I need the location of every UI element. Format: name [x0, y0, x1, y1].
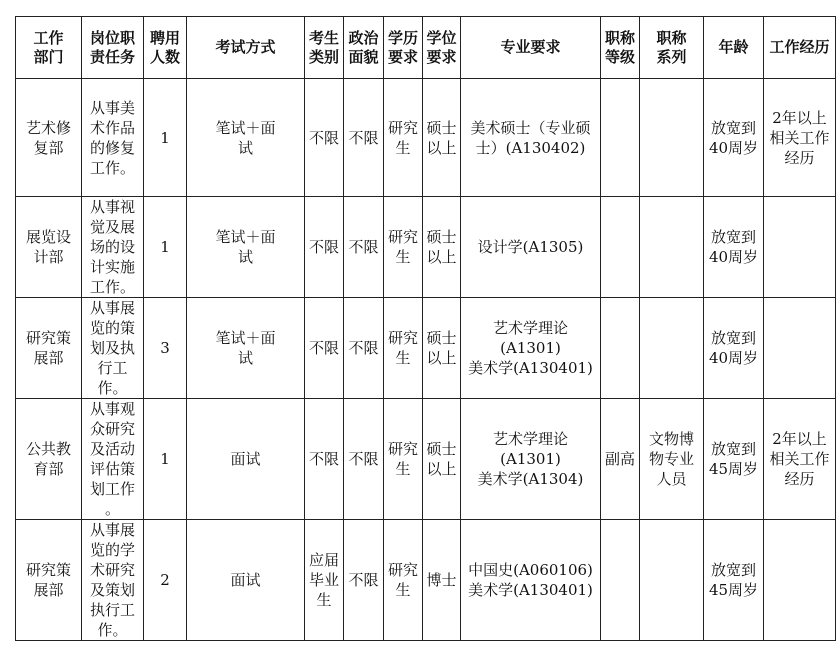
major-cell-line: 士）(A130402): [475, 138, 586, 157]
experience-cell: [764, 197, 836, 298]
duty-cell: [82, 79, 144, 197]
age-cell: [704, 298, 764, 399]
exam-cell: [187, 197, 305, 298]
candidate-cell: [305, 520, 344, 641]
duty-cell-line: 众研究: [89, 420, 135, 438]
title-series-cell: [640, 79, 704, 197]
experience-cell: [764, 298, 836, 399]
count-cell: 1: [144, 197, 187, 298]
dept-cell: [16, 79, 82, 197]
duty-cell-line: 计实施: [89, 258, 135, 276]
candidate-cell-line: 不限: [308, 128, 339, 147]
header-education-line: 学历: [387, 28, 418, 47]
degree-cell-line: 以上: [426, 349, 457, 367]
age-cell-line: 40周岁: [708, 248, 759, 266]
header-count-line: 聘用: [149, 28, 180, 47]
header-candidate: [305, 17, 344, 79]
political-cell: 不限: [344, 399, 384, 520]
candidate-cell: [305, 399, 344, 520]
duty-cell: [82, 399, 144, 520]
dept-cell: [16, 399, 82, 520]
header-dept: [16, 17, 82, 79]
experience-cell: [764, 79, 836, 197]
duty-cell-line: 评估策: [89, 460, 135, 478]
duty-cell-line: 觉及展: [89, 218, 135, 236]
exam-cell-line: 试: [237, 349, 253, 367]
major-cell: [461, 298, 601, 399]
major-cell-line: (A1301): [500, 339, 561, 357]
major-cell-line: 美术学(A130401): [468, 359, 593, 377]
age-cell: [704, 520, 764, 641]
header-political-line: 面貌: [348, 47, 379, 66]
title-series-cell: [640, 520, 704, 641]
duty-cell-line: 工作。: [89, 278, 135, 296]
header-dept-line: 工作: [33, 28, 64, 47]
dept-cell: [16, 520, 82, 641]
degree-cell-line: 硕士: [426, 228, 457, 246]
duty-cell-line: 作。: [97, 621, 128, 639]
duty-cell-line: 的修复: [89, 138, 135, 157]
table-row: [16, 79, 836, 197]
count-cell: 1: [144, 399, 187, 520]
experience-cell: [764, 520, 836, 641]
header-title-level-line: 职称: [604, 28, 635, 47]
degree-cell: [423, 298, 461, 399]
degree-cell-line: 以上: [426, 248, 457, 266]
duty-cell-line: 从事展: [89, 521, 135, 539]
major-cell-line: (A1301): [500, 450, 561, 468]
degree-cell-line: 以上: [426, 138, 457, 157]
duty-cell-line: 览的学: [89, 541, 135, 559]
education-cell-line: 生: [395, 138, 411, 157]
header-age: [704, 17, 764, 79]
age-cell-line: 放宽到: [710, 329, 756, 347]
degree-cell: [423, 399, 461, 520]
education-cell: [384, 79, 423, 197]
header-title-series: [640, 17, 704, 79]
duty-cell-line: 从事视: [89, 198, 135, 216]
header-degree-line: 要求: [426, 47, 457, 66]
header-candidate-line: 类别: [308, 47, 339, 66]
exam-cell-line: 笔试＋面: [215, 228, 276, 246]
candidate-cell: [305, 79, 344, 197]
header-education: [384, 17, 423, 79]
count-cell: 3: [144, 298, 187, 399]
table-row: [16, 298, 836, 399]
title-level-cell: [601, 298, 640, 399]
age-cell-line: 45周岁: [708, 581, 759, 599]
header-duty-line: 责任务: [89, 47, 135, 66]
major-cell-line: 美术学(A130401): [468, 581, 593, 599]
header-count-line: 人数: [149, 47, 180, 66]
experience-cell-line: 2年以上: [772, 108, 827, 127]
duty-cell-line: 划及执: [89, 339, 135, 357]
candidate-cell-line: 不限: [308, 238, 339, 256]
header-row: [16, 17, 836, 79]
exam-cell-line: 笔试＋面: [215, 118, 276, 137]
exam-cell-line: 笔试＋面: [215, 329, 276, 347]
major-cell-line: 美术硕士（专业硕: [470, 118, 591, 137]
dept-cell: [16, 298, 82, 399]
education-cell: [384, 399, 423, 520]
table-row: [16, 197, 836, 298]
education-cell: [384, 197, 423, 298]
recruitment-table: [15, 16, 836, 641]
dept-cell-line: 育部: [33, 460, 64, 478]
table-body: [16, 79, 836, 641]
duty-cell-line: 划工作: [89, 480, 135, 498]
education-cell-line: 研究: [387, 329, 418, 347]
header-age-line: 年龄: [718, 38, 749, 56]
dept-cell-line: 展部: [33, 581, 64, 599]
degree-cell-line: 硕士: [426, 118, 457, 137]
education-cell-line: 研究: [387, 118, 418, 137]
political-cell: 不限: [344, 298, 384, 399]
exam-cell-line: 试: [237, 248, 253, 266]
education-cell-line: 研究: [387, 440, 418, 458]
experience-cell-line: 相关工作: [769, 450, 830, 468]
candidate-cell-line: 应届: [308, 551, 339, 569]
candidate-cell: [305, 197, 344, 298]
age-cell: [704, 79, 764, 197]
major-cell-line: 中国史(A060106): [468, 561, 593, 579]
candidate-cell-line: 生: [316, 591, 332, 609]
major-cell: [461, 79, 601, 197]
age-cell-line: 40周岁: [708, 349, 759, 367]
duty-cell-line: 及策划: [89, 581, 135, 599]
dept-cell-line: 艺术修: [25, 118, 71, 137]
degree-cell-line: 硕士: [426, 329, 457, 347]
candidate-cell: [305, 298, 344, 399]
duty-cell-line: 从事观: [89, 400, 135, 418]
political-cell: 不限: [344, 197, 384, 298]
header-dept-line: 部门: [33, 47, 64, 66]
title-level-cell: [601, 197, 640, 298]
header-exam: [187, 17, 305, 79]
exam-cell: [187, 399, 305, 520]
major-cell: [461, 399, 601, 520]
duty-cell-line: 从事展: [89, 299, 135, 317]
exam-cell-line: 面试: [230, 571, 261, 589]
degree-cell-line: 以上: [426, 460, 457, 478]
degree-cell-line: 博士: [426, 571, 457, 589]
education-cell-line: 生: [395, 460, 411, 478]
major-cell-line: 美术学(A1304): [477, 470, 584, 488]
title-series-cell-line: 人员: [656, 470, 687, 488]
dept-cell-line: 复部: [33, 138, 64, 157]
experience-cell-line: 经历: [784, 148, 815, 167]
major-cell-line: 艺术学理论: [492, 319, 568, 337]
header-experience-line: 工作经历: [769, 38, 830, 56]
duty-cell: [82, 520, 144, 641]
duty-cell-line: 执行工: [89, 601, 135, 619]
major-cell-line: 艺术学理论: [492, 430, 568, 448]
age-cell-line: 放宽到: [710, 118, 756, 137]
dept-cell-line: 展览设: [25, 228, 71, 246]
title-series-cell: [640, 399, 704, 520]
education-cell-line: 生: [395, 581, 411, 599]
title-level-cell: [601, 520, 640, 641]
experience-cell: [764, 399, 836, 520]
header-experience: [764, 17, 836, 79]
political-cell: 不限: [344, 79, 384, 197]
experience-cell-line: 经历: [784, 470, 815, 488]
exam-cell: [187, 298, 305, 399]
degree-cell: [423, 197, 461, 298]
duty-cell-line: 览的策: [89, 319, 135, 337]
age-cell-line: 放宽到: [710, 561, 756, 579]
duty-cell-line: 场的设: [89, 238, 135, 256]
education-cell-line: 生: [395, 248, 411, 266]
table-row: [16, 520, 836, 641]
header-title-level-line: 等级: [604, 47, 635, 66]
education-cell: [384, 298, 423, 399]
exam-cell-line: 面试: [230, 450, 261, 468]
title-series-cell: [640, 197, 704, 298]
header-title-series-line: 职称: [656, 28, 687, 47]
duty-cell-line: 及活动: [89, 440, 135, 458]
major-cell: [461, 197, 601, 298]
header-title-level: [601, 17, 640, 79]
duty-cell: [82, 197, 144, 298]
header-political-line: 政治: [348, 28, 379, 47]
title-level-cell: 副高: [601, 399, 640, 520]
duty-cell-line: 术研究: [89, 561, 135, 579]
exam-cell: [187, 79, 305, 197]
experience-cell-line: 相关工作: [769, 128, 830, 147]
age-cell: [704, 197, 764, 298]
age-cell-line: 40周岁: [708, 138, 759, 157]
count-cell: 1: [144, 79, 187, 197]
title-series-cell: [640, 298, 704, 399]
age-cell-line: 放宽到: [710, 440, 756, 458]
duty-cell-line: 行工作。: [97, 359, 128, 397]
header-major-line: 专业要求: [500, 38, 561, 56]
duty-cell-line: 。: [104, 500, 120, 518]
age-cell: [704, 399, 764, 520]
age-cell-line: 45周岁: [708, 460, 759, 478]
education-cell-line: 生: [395, 349, 411, 367]
table-row: [16, 399, 836, 520]
experience-cell-line: 2年以上: [772, 430, 827, 448]
duty-cell-line: 术作品: [89, 118, 135, 137]
header-count: [144, 17, 187, 79]
title-level-cell: [601, 79, 640, 197]
header-education-line: 要求: [387, 47, 418, 66]
header-political: [344, 17, 384, 79]
dept-cell-line: 研究策: [25, 561, 71, 579]
header-title-series-line: 系列: [656, 47, 687, 66]
candidate-cell-line: 不限: [308, 339, 339, 357]
dept-cell-line: 研究策: [25, 329, 71, 347]
dept-cell-line: 展部: [33, 349, 64, 367]
candidate-cell-line: 不限: [308, 450, 339, 468]
title-series-cell-line: 文物博: [648, 430, 694, 448]
education-cell: [384, 520, 423, 641]
age-cell-line: 放宽到: [710, 228, 756, 246]
count-cell: 2: [144, 520, 187, 641]
exam-cell-line: 试: [237, 138, 253, 157]
candidate-cell-line: 毕业: [308, 571, 339, 589]
degree-cell: [423, 79, 461, 197]
major-cell: [461, 520, 601, 641]
dept-cell-line: 计部: [33, 248, 64, 266]
header-exam-line: 考试方式: [215, 38, 276, 56]
duty-cell-line: 从事美: [89, 98, 135, 117]
exam-cell: [187, 520, 305, 641]
duty-cell: [82, 298, 144, 399]
degree-cell-line: 硕士: [426, 440, 457, 458]
major-cell-line: 设计学(A1305): [477, 238, 584, 256]
header-duty: [82, 17, 144, 79]
education-cell-line: 研究: [387, 228, 418, 246]
degree-cell: [423, 520, 461, 641]
duty-cell-line: 工作。: [89, 158, 135, 177]
title-series-cell-line: 物专业: [648, 450, 694, 468]
header-major: [461, 17, 601, 79]
header-duty-line: 岗位职: [89, 28, 135, 47]
dept-cell-line: 公共教: [25, 440, 71, 458]
header-degree-line: 学位: [426, 28, 457, 47]
education-cell-line: 研究: [387, 561, 418, 579]
dept-cell: [16, 197, 82, 298]
political-cell: 不限: [344, 520, 384, 641]
header-candidate-line: 考生: [308, 28, 339, 47]
header-degree: [423, 17, 461, 79]
